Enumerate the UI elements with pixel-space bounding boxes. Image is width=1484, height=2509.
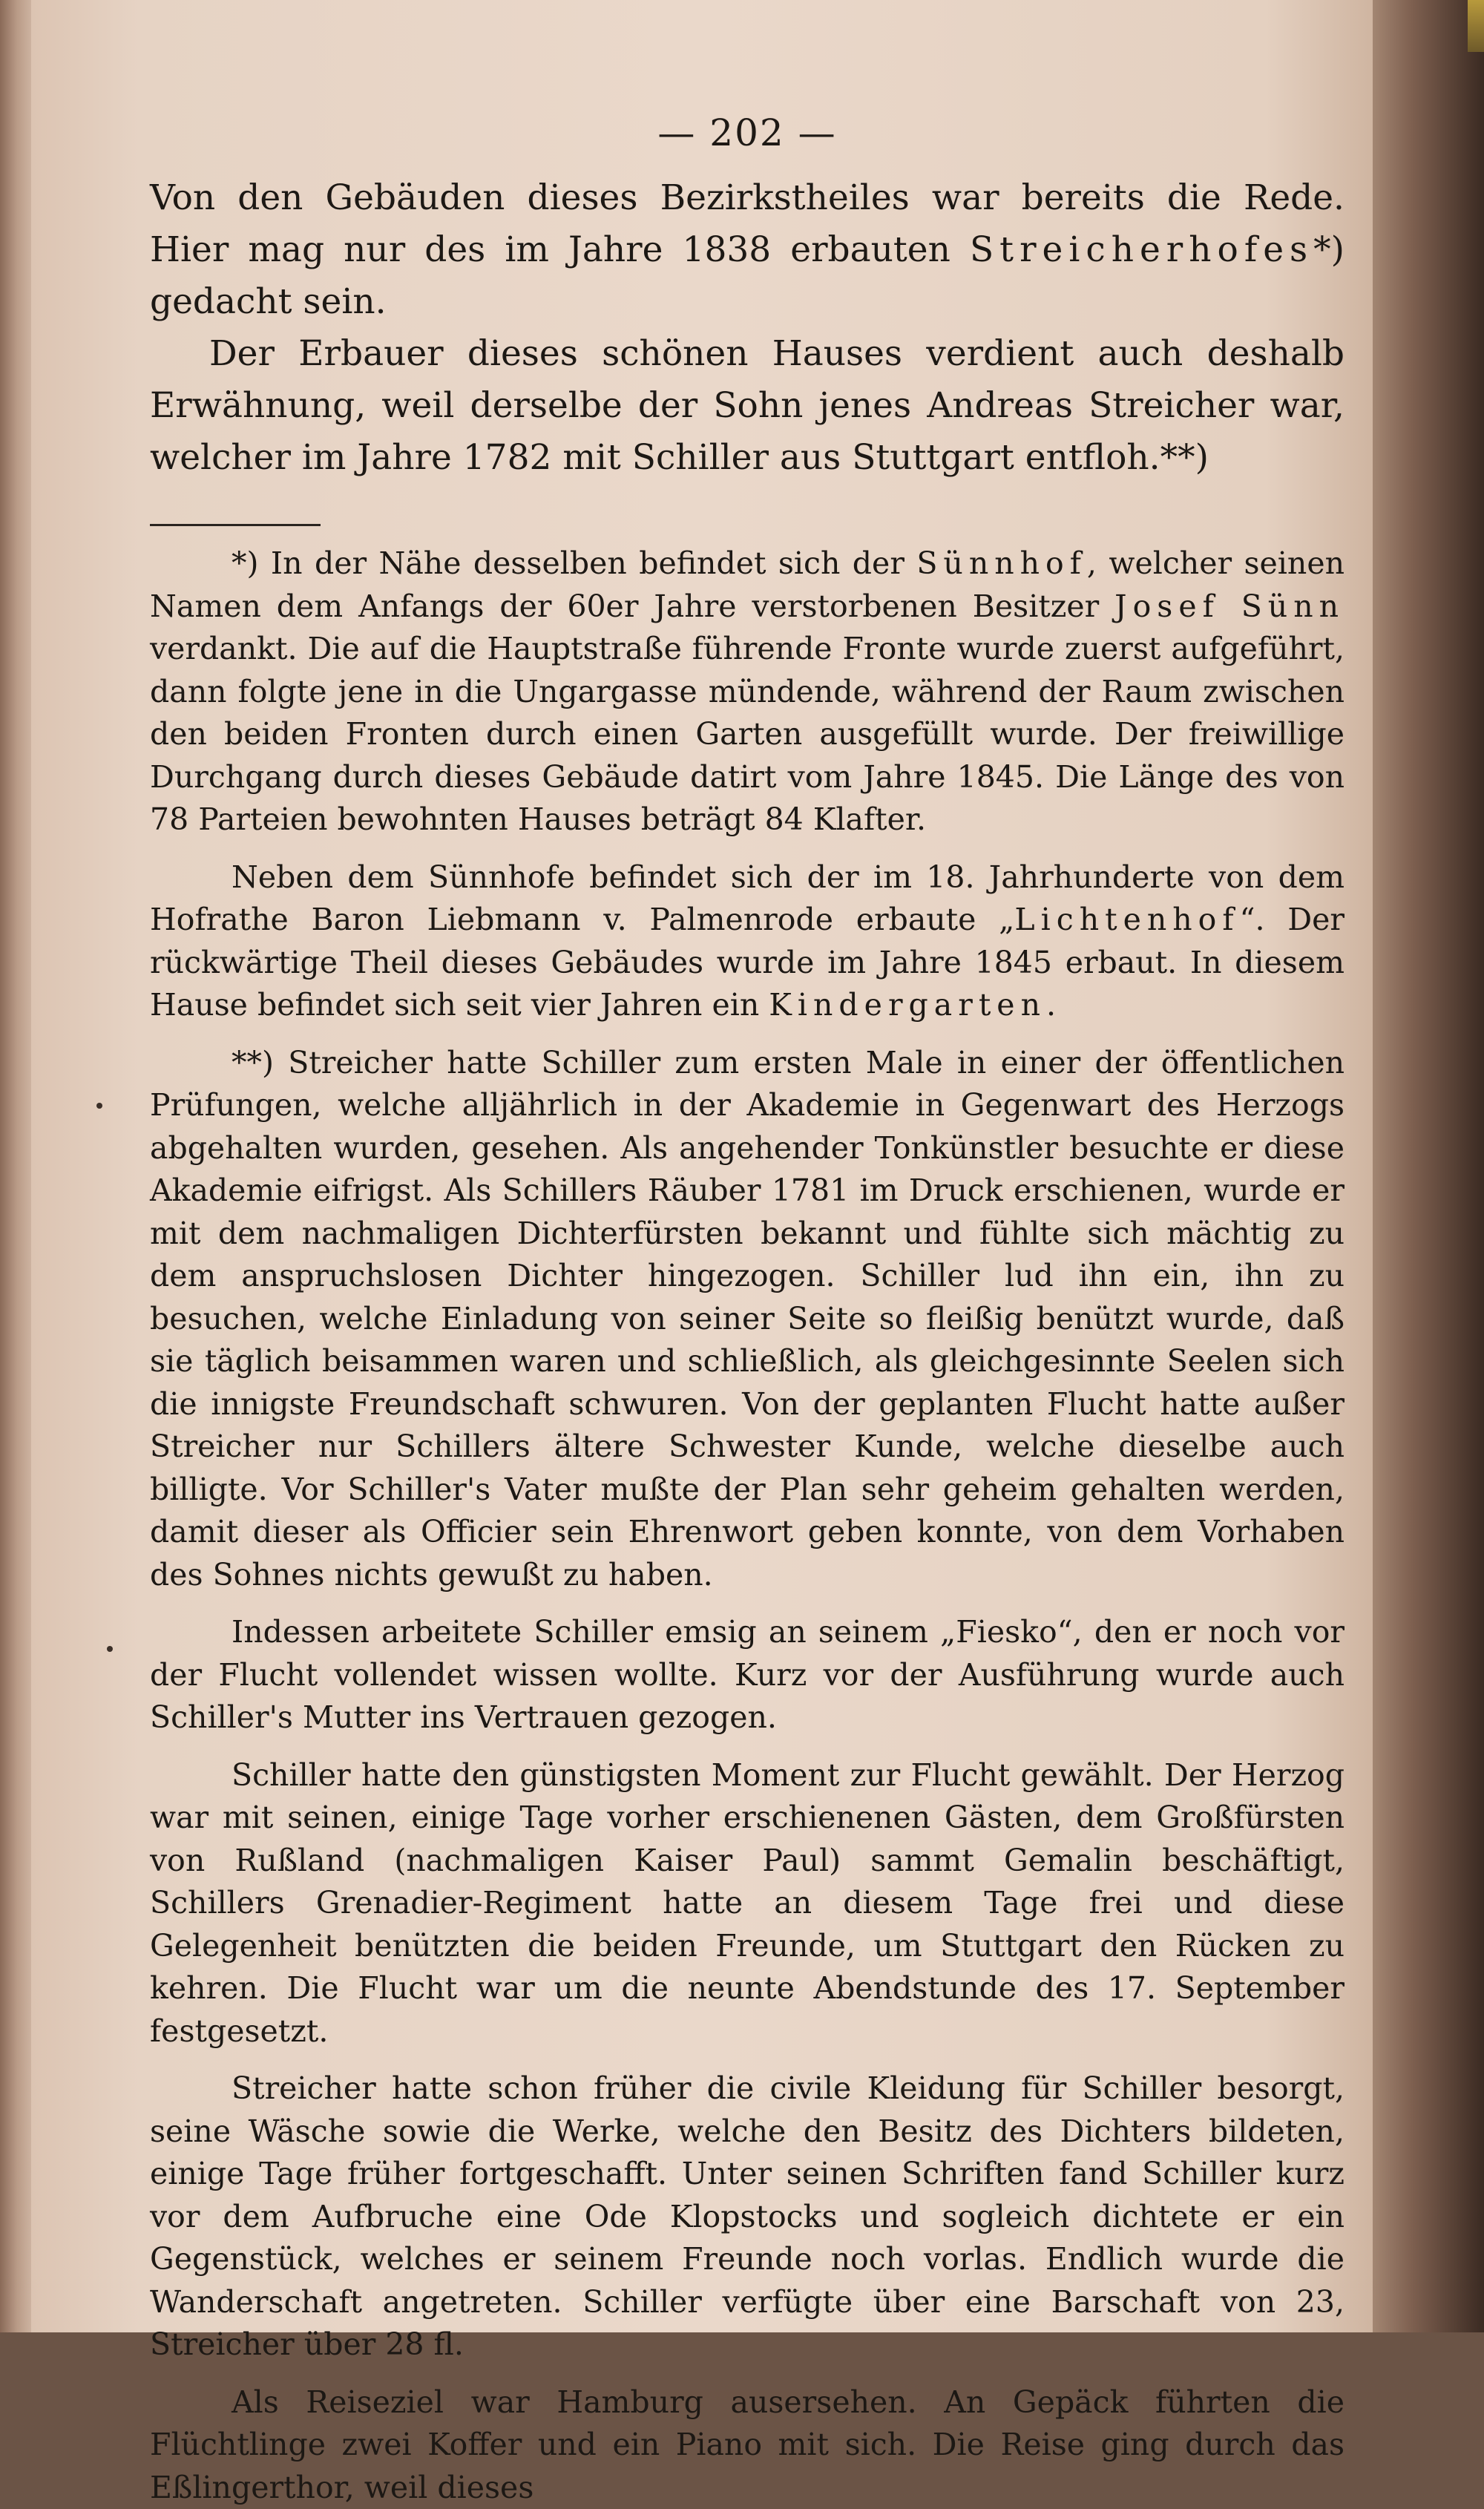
book-edge-right: [1373, 0, 1484, 2332]
spaced-name: Josef Sünn: [1114, 588, 1345, 624]
main-text: [150, 172, 1345, 484]
main-paragraph: Der Erbauer dieses schönen Hauses verdient auch deshalb Erwähnung, weil derselbe der Sohn jenes Andreas Streicher war, welcher im Jahre 1782 mit Schiller aus Stuttgart entfloh.**): [150, 328, 1345, 484]
book-page: [31, 0, 1373, 2332]
spaced-name: Kindergarten: [769, 987, 1046, 1023]
body-paragraph: Als Reiseziel war Hamburg ausersehen. An Gepäck führten die Flüchtlinge zwei Koffer und ein Piano mit sich. Die Reise ging durch das Eßlingerthor, weil dieses: [150, 2381, 1345, 2509]
body-paragraph: Indessen arbeitete Schiller emsig an seinem „Fiesko“, den er noch vor der Flucht vollendet wissen wollte. Kurz vor der Ausführung wurde auch Schiller's Mutter ins Vertrauen gezogen.: [150, 1611, 1345, 1739]
footnote-rule: [150, 524, 321, 526]
footnote: Neben dem Sünnhofe befindet sich der im 18. Jahrhunderte von dem Hofrathe Baron Liebmann v. Palmenrode erbaute „Lichtenhof“. Der rückwärtige Theil dieses Gebäudes wurde im Jahre 1845 erbaut. In diesem Hause befindet sich seit vier Jahren ein Kindergarten.: [150, 856, 1345, 1027]
gilt-edge: [1468, 0, 1484, 52]
spaced-name: Lichtenhof: [1014, 902, 1239, 937]
page-number: — 202 —: [150, 111, 1345, 154]
footnote: *) In der Nähe desselben befindet sich der Sünnhof, welcher seinen Namen dem Anfangs der 60er Jahre verstorbenen Besitzer Josef Sünn verdankt. Die auf die Hauptstraße führende Fronte wurde zuerst aufgeführt, dann folgte jene in die Ungargasse mündende, während der Raum zwischen den beiden Fronten durch einen Garten ausgefüllt wurde. Der freiwillige Durchgang durch dieses Gebäude datirt vom Jahre 1845. Die Länge des von 78 Parteien bewohnten Hauses beträgt 84 Klafter.: [150, 542, 1345, 842]
spaced-name: Sünnhof: [916, 545, 1087, 581]
body-text: [150, 1611, 1345, 2509]
ink-speck: [96, 1103, 102, 1109]
book-gutter-left: [0, 0, 31, 2332]
body-paragraph: Schiller hatte den günstigsten Moment zur Flucht gewählt. Der Herzog war mit seinen, einige Tage vorher erschienenen Gästen, dem Großfürsten von Rußland (nachmaligen Kaiser Paul) sammt Gemalin beschäftigt, Schillers Grenadier-Regiment hatte an diesem Tage frei und diese Gelegenheit benützten die beiden Freunde, um Stuttgart den Rücken zu kehren. Die Flucht war um die neunte Abendstunde des 17. September festgesetzt.: [150, 1754, 1345, 2053]
body-paragraph: Streicher hatte schon früher die civile Kleidung für Schiller besorgt, seine Wäsche sowie die Werke, welche den Besitz des Dichters bildeten, einige Tage früher fortgeschafft. Unter seinen Schriften fand Schiller kurz vor dem Aufbruche eine Ode Klopstocks und sogleich dichtete er ein Gegenstück, welches er seinem Freunde noch vorlas. Endlich wurde die Wanderschaft angetreten. Schiller verfügte über eine Barschaft von 23, Streicher über 28 fl.: [150, 2067, 1345, 2367]
footnotes: [150, 542, 1345, 1596]
main-paragraph: Von den Gebäuden dieses Bezirkstheiles war bereits die Rede. Hier mag nur des im Jahre 1838 erbauten Streicherhofes*) gedacht sein.: [150, 172, 1345, 328]
page-content: [150, 111, 1345, 2509]
footnote: **) Streicher hatte Schiller zum ersten Male in einer der öffentlichen Prüfungen, welche alljährlich in der Akademie in Gegenwart des Herzogs abgehalten wurden, gesehen. Als angehender Tonkünstler besuchte er diese Akademie eifrigst. Als Schillers Räuber 1781 im Druck erschienen, wurde er mit dem nachmaligen Dichterfürsten bekannt und fühlte sich mächtig zu dem anspruchslosen Dichter hingezogen. Schiller lud ihn ein, ihn zu besuchen, welche Einladung von seiner Seite so fleißig benützt wurde, daß sie täglich beisammen waren und schließlich, als gleichgesinnte Seelen sich die innigste Freundschaft schwuren. Von der geplanten Flucht hatte außer Streicher nur Schillers ältere Schwester Kunde, welche dieselbe auch billigte. Vor Schiller's Vater mußte der Plan sehr geheim gehalten werden, damit dieser als Officier sein Ehrenwort geben konnte, von dem Vorhaben des Sohnes nichts gewußt zu haben.: [150, 1042, 1345, 1597]
spaced-name: Streicherhofes: [970, 229, 1313, 270]
ink-speck: [107, 1646, 113, 1652]
